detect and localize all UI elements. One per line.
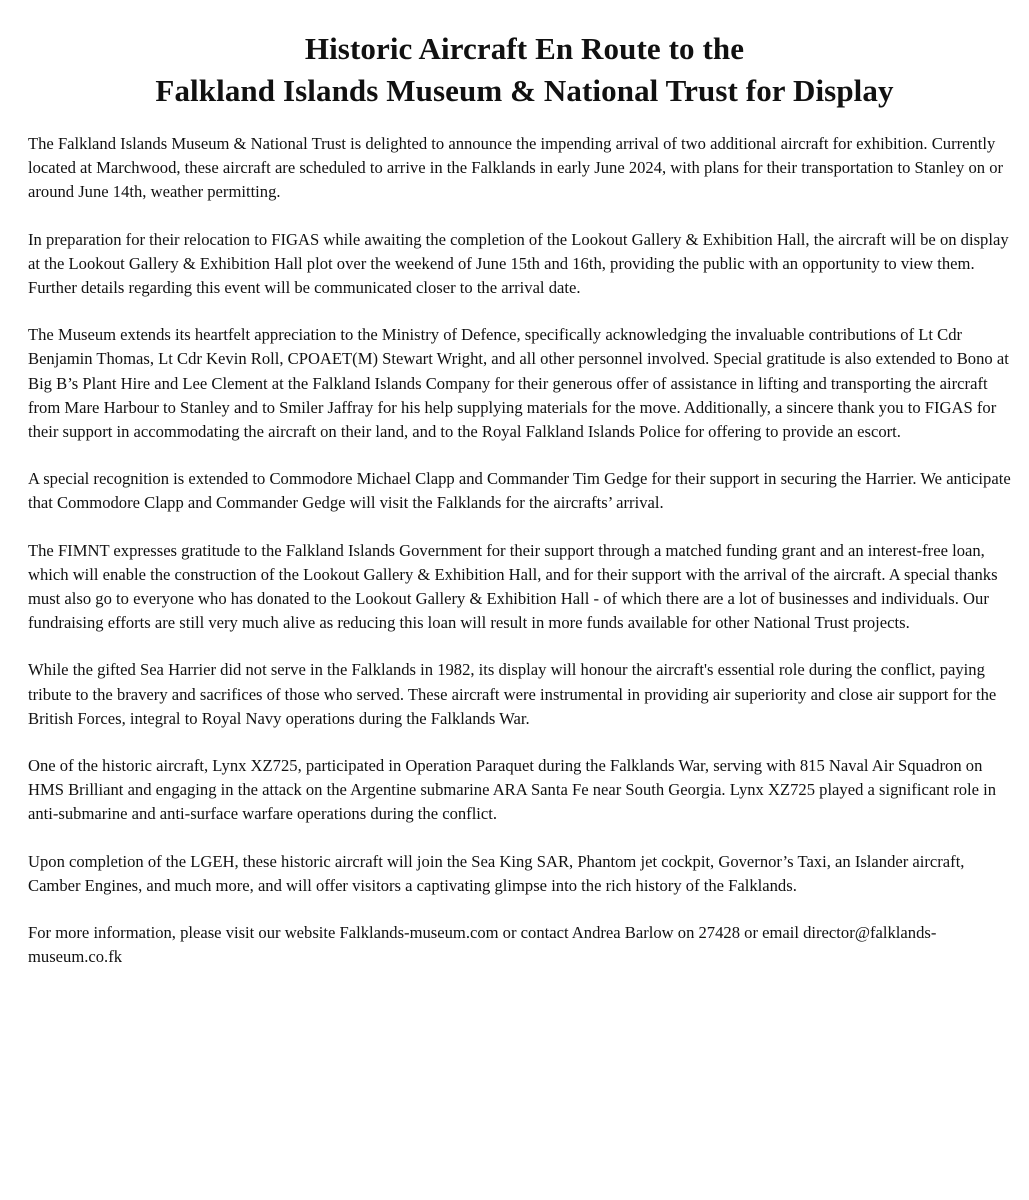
paragraph-lynx: One of the historic aircraft, Lynx XZ725, participated in Operation Paraquet during the Falklands War, serving with 815 Naval Air Squadron on HMS Brilliant and engaging in the attack on the Argentine submarine ARA Santa Fe near South Georgia. Lynx XZ725 played a significant role in anti-submarine and anti-surface warfare operations during the conflict. (28, 756, 997, 824)
paragraph-announcement: The Falkland Islands Museum & National Trust is delighted to announce the impending arrival of two additional aircraft for exhibition. Currently located at Marchwood, these aircraft are scheduled to arrive in the Falklands in early June 2024, with plans for their transportation to Stanley on or around June 14th, weather permitting. (28, 134, 1004, 202)
title-line-1: Historic Aircraft En Route to the (304, 31, 745, 66)
paragraph-special-recognition: A special recognition is extended to Commodore Michael Clapp and Commander Tim Gedge for their support in securing the Harrier. We anticipate that Commodore Clapp and Commander Gedge will visit the Falklands for the aircrafts’ arrival. (28, 469, 1011, 513)
paragraph-sea-harrier: While the gifted Sea Harrier did not serve in the Falklands in 1982, its display will honour the aircraft's essential role during the conflict, paying tribute to the bravery and sacrifices of those who served. These aircraft were instrumental in providing air superiority and close air support for the British Forces, integral to Royal Navy operations during the Falklands War. (28, 660, 997, 728)
paragraph-lgeh-completion: Upon completion of the LGEH, these historic aircraft will join the Sea King SAR, Phantom jet cockpit, Governor’s Taxi, an Islander aircraft, Camber Engines, and much more, and will offer visitors a captivating glimpse into the rich history of the Falklands. (28, 851, 965, 895)
page-title (28, 28, 1021, 112)
paragraph-government-support: The FIMNT expresses gratitude to the Falkland Islands Government for their support through a matched funding grant and an interest-free loan, which will enable the construction of the Lookout Gallery & Exhibition Hall, and for their support with the arrival of the aircraft. A special thanks must also go to everyone who has donated to the Lookout Gallery & Exhibition Hall - of which there are a lot of businesses and individuals. Our fundraising efforts are still very much alive as reducing this loan will result in more funds available for other National Trust projects. (28, 540, 998, 633)
paragraph-acknowledgements: The Museum extends its heartfelt appreciation to the Ministry of Defence, specifically acknowledging the invaluable contributions of Lt Cdr Benjamin Thomas, Lt Cdr Kevin Roll, CPOAET(M) Stewart Wright, and all other personnel involved. Special gratitude is also extended to Bono at Big B’s Plant Hire and Lee Clement at the Falkland Islands Company for their generous offer of assistance in lifting and transporting the aircraft from Mare Harbour to Stanley and to Smiler Jaffray for his help supplying materials for the move. Additionally, a sincere thank you to FIGAS for their support in accommodating the aircraft on their land, and to the Royal Falkland Islands Police for offering to provide an escort. (28, 325, 1009, 442)
paragraph-display-plans: In preparation for their relocation to FIGAS while awaiting the completion of the Lookout Gallery & Exhibition Hall, the aircraft will be on display at the Lookout Gallery & Exhibition Hall plot over the weekend of June 15th and 16th, providing the public with an opportunity to view them. Further details regarding this event will be communicated closer to the arrival date. (28, 229, 1009, 298)
title-line-2: Falkland Islands Museum & National Trust for Display (155, 73, 894, 108)
paragraph-contact: For more information, please visit our website Falklands-museum.com or contact Andrea Barlow on 27428 or email director@falklands-museum.co.fk (28, 923, 937, 967)
